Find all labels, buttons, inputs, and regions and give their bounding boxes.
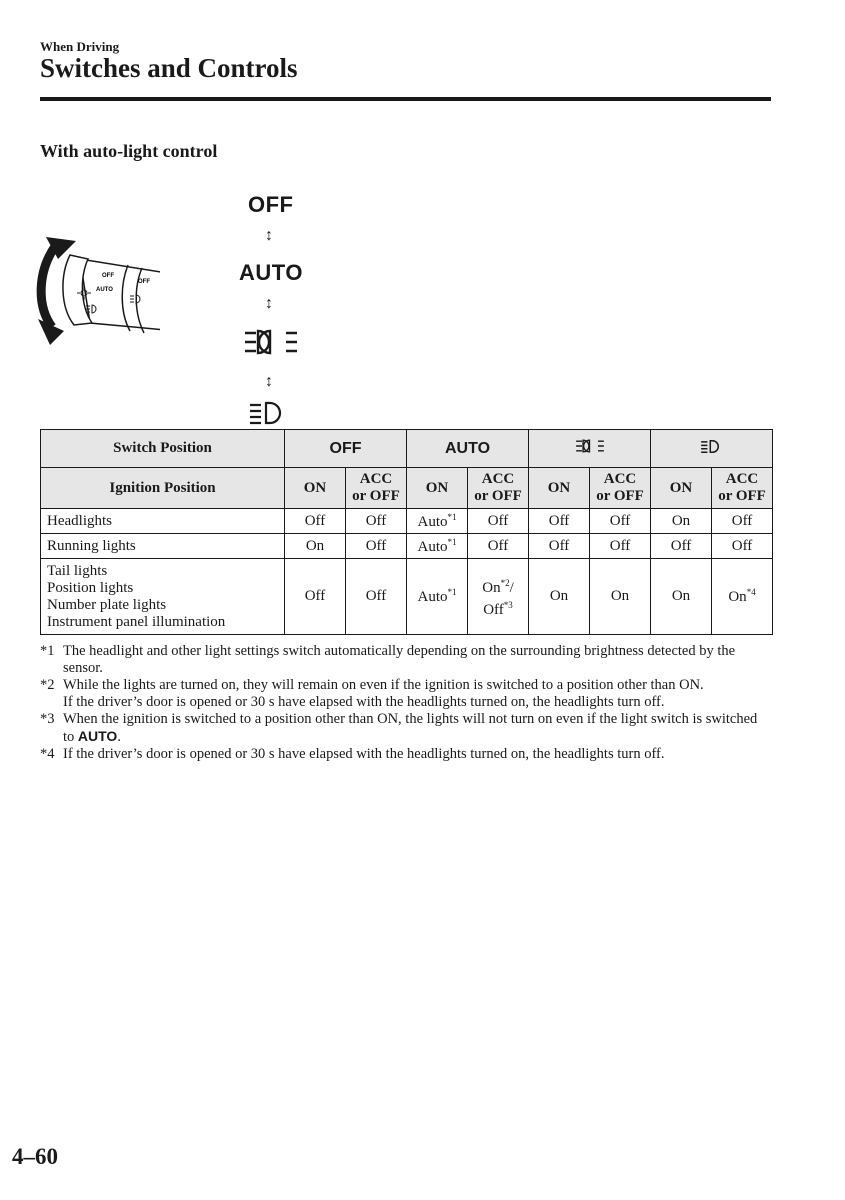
table-cell: Off [712, 534, 773, 559]
position-off-label: OFF [248, 192, 294, 217]
table-row-headlights [41, 509, 773, 534]
ignition-acc-header: ACC or OFF [346, 468, 407, 509]
footnote-text: If the driver’s door is opened or 30 s have elapsed with the headlights turned on, the headlights turn off. [63, 746, 665, 762]
table-cell: On [529, 559, 590, 635]
footnote-1 [40, 643, 772, 677]
footnote-text: The headlight and other light settings switch automatically depending on the surrounding brightness detected by the sensor. [63, 643, 736, 676]
page-number: 4–60 [12, 1144, 58, 1169]
headlights-icon [248, 401, 290, 425]
stalk-illustration [30, 235, 160, 425]
page-title: Switches and Controls [40, 53, 298, 83]
title-rule [40, 97, 771, 101]
stalk-label-auto: AUTO [96, 287, 113, 293]
ignition-on-header: ON [407, 468, 468, 509]
table-cell: On$^{*2}$/ Off$^{*3}$ [468, 559, 529, 635]
table-cell: Auto$^{*1}$ [407, 509, 468, 534]
footnote-text: While the lights are turned on, they will remain on even if the ignition is switched to a position other than ON. If the driver’s door is opened or 30 s have elapsed with the headlights turned on, the headlights turn off. [63, 677, 704, 710]
ignition-position-row [41, 468, 773, 509]
section-label: When Driving [40, 39, 120, 54]
ignition-on-header: ON [285, 468, 346, 509]
table-cell: Auto$^{*1}$ [407, 559, 468, 635]
footnote-mark: *4 [40, 746, 55, 762]
auto-word: AUTO [77, 728, 118, 744]
table-cell: On [590, 559, 651, 635]
table-cell: Off [468, 534, 529, 559]
subheading: With auto-light control [40, 141, 218, 161]
arrow-2: ↕ [265, 295, 273, 312]
table-row-running-lights [41, 534, 773, 559]
table-cell: Off [285, 509, 346, 534]
parking-lights-icon [575, 438, 605, 454]
ignition-position-header: Ignition Position [41, 468, 285, 509]
switch-headlights-header [651, 430, 773, 468]
table-cell: On$^{*4}$ [712, 559, 773, 635]
ignition-on-header: ON [651, 468, 712, 509]
switch-auto-header: AUTO [407, 430, 529, 468]
table-cell: Off [529, 509, 590, 534]
table-row-tail-lights [41, 559, 773, 635]
arrow-1: ↕ [265, 227, 273, 244]
footnote-4 [40, 746, 772, 763]
table-cell: On [651, 509, 712, 534]
headlights-icon [700, 439, 724, 454]
row-label: Tail lights Position lights Number plate lights Instrument panel illumination [41, 559, 285, 635]
footnote-3 [40, 711, 772, 746]
table-cell: On [285, 534, 346, 559]
stalk-label-off: OFF [102, 273, 114, 279]
ignition-acc-header: ACC or OFF [712, 468, 773, 509]
ignition-acc-header: ACC or OFF [590, 468, 651, 509]
footnote-mark: *2 [40, 677, 55, 693]
light-switch-diagram [30, 185, 320, 425]
table-cell: Off [346, 534, 407, 559]
parking-lights-icon [243, 327, 299, 357]
row-label: Headlights [41, 509, 285, 534]
switch-position-row [41, 430, 773, 468]
table-cell: Off [285, 559, 346, 635]
stalk-label-off-2: OFF [138, 279, 150, 285]
light-operation-table [40, 429, 773, 635]
footnote-mark: *3 [40, 711, 55, 727]
arrow-3: ↕ [265, 373, 273, 390]
switch-parking-header [529, 430, 651, 468]
footnote-2 [40, 677, 772, 711]
table-cell: Off [651, 534, 712, 559]
position-auto-label: AUTO [239, 260, 303, 285]
rotation-arrow [41, 245, 56, 327]
table-cell: Off [346, 559, 407, 635]
table-cell: Off [590, 534, 651, 559]
table-cell: Off [468, 509, 529, 534]
table-cell: Off [712, 509, 773, 534]
table-cell: Off [346, 509, 407, 534]
switch-position-header: Switch Position [41, 430, 285, 468]
table-cell: On [651, 559, 712, 635]
table-cell: Auto$^{*1}$ [407, 534, 468, 559]
footnote-text: When the ignition is switched to a position other than ON, the lights will not turn on even if the light switch is switched to AUTO. [63, 711, 758, 745]
row-label: Running lights [41, 534, 285, 559]
ignition-on-header: ON [529, 468, 590, 509]
ignition-acc-header: ACC or OFF [468, 468, 529, 509]
table-cell: Off [529, 534, 590, 559]
table-cell: Off [590, 509, 651, 534]
switch-off-header: OFF [285, 430, 407, 468]
footnotes [40, 643, 772, 763]
footnote-mark: *1 [40, 643, 55, 659]
